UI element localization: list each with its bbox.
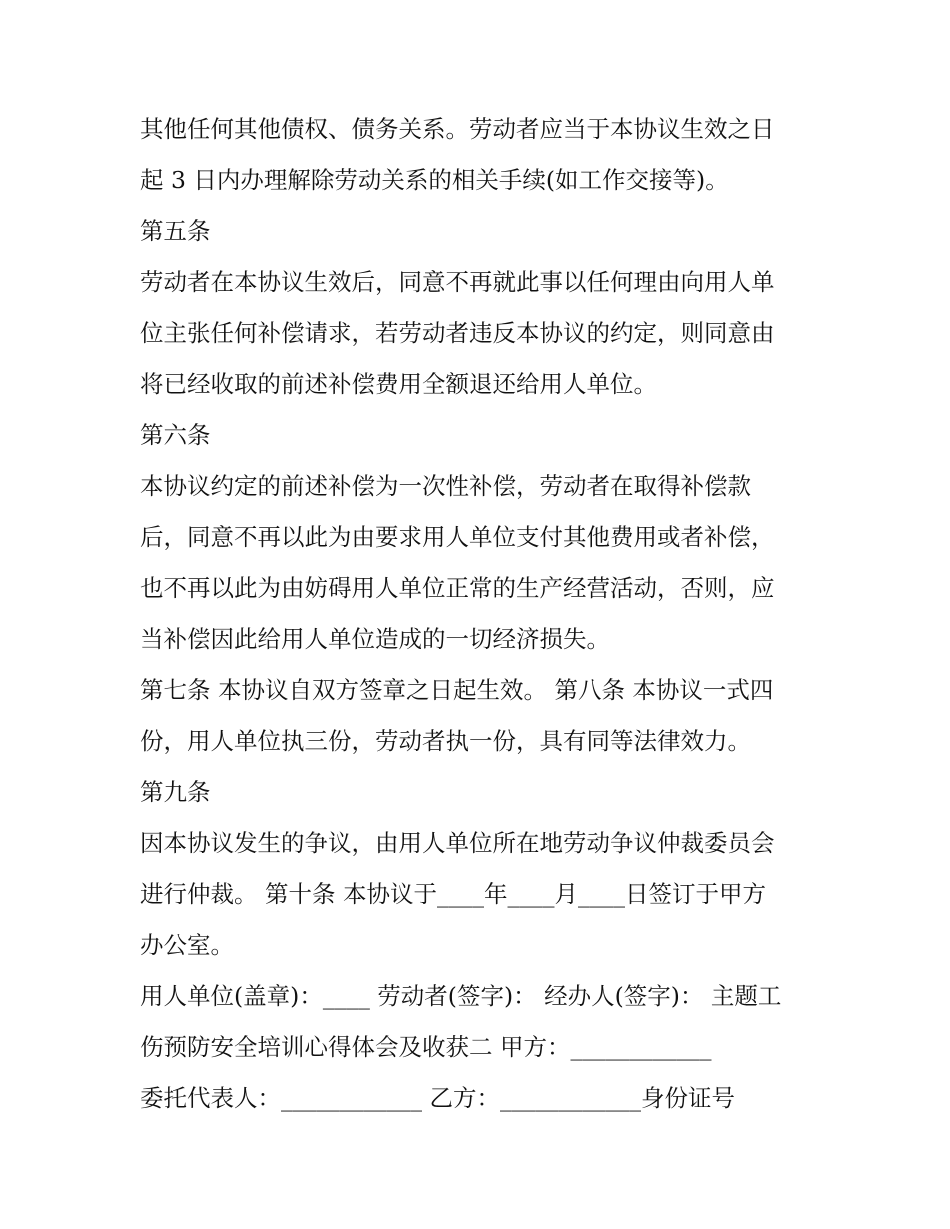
- text-line: 后，同意不再以此为由要求用人单位支付其他费用或者补偿，: [140, 523, 775, 551]
- text-line: 进行仲裁。 第十条 本协议于____年____月____日签订于甲方: [140, 880, 766, 908]
- text-line: 本协议约定的前述补偿为一次性补偿，劳动者在取得补偿款: [140, 472, 751, 500]
- signature-line: 伤预防安全培训心得体会及收获二 甲方：____________: [140, 1033, 712, 1061]
- text-line: 份，用人单位执三份，劳动者执一份，具有同等法律效力。: [140, 727, 751, 755]
- text-line: 办公室。: [140, 931, 234, 959]
- article-heading: 第九条: [140, 778, 211, 806]
- text-line: 因本协议发生的争议，由用人单位所在地劳动争议仲裁委员会: [140, 829, 775, 857]
- text-line: 起 3 日内办理解除劳动关系的相关手续(如工作交接等)。: [140, 166, 729, 194]
- document-body: [140, 104, 830, 1124]
- text-line: 第七条 本协议自双方签章之日起生效。 第八条 本协议一式四: [140, 676, 774, 704]
- article-heading: 第五条: [140, 217, 211, 245]
- text-line: 也不再以此为由妨碍用人单位正常的生产经营活动，否则，应: [140, 574, 775, 602]
- signature-line: 委托代表人：____________ 乙方：____________身份证号: [140, 1084, 735, 1112]
- text-line: 当补偿因此给用人单位造成的一切经济损失。: [140, 625, 610, 653]
- text-line: 将已经收取的前述补偿费用全额退还给用人单位。: [140, 370, 657, 398]
- text-line: 劳动者在本协议生效后，同意不再就此事以任何理由向用人单: [140, 268, 775, 296]
- signature-line: 用人单位(盖章)：____ 劳动者(签字)： 经办人(签字)： 主题工: [140, 982, 782, 1010]
- article-heading: 第六条: [140, 421, 211, 449]
- text-line: 位主张任何补偿请求，若劳动者违反本协议的约定，则同意由: [140, 319, 775, 347]
- text-line: 其他任何其他债权、债务关系。劳动者应当于本协议生效之日: [140, 115, 775, 143]
